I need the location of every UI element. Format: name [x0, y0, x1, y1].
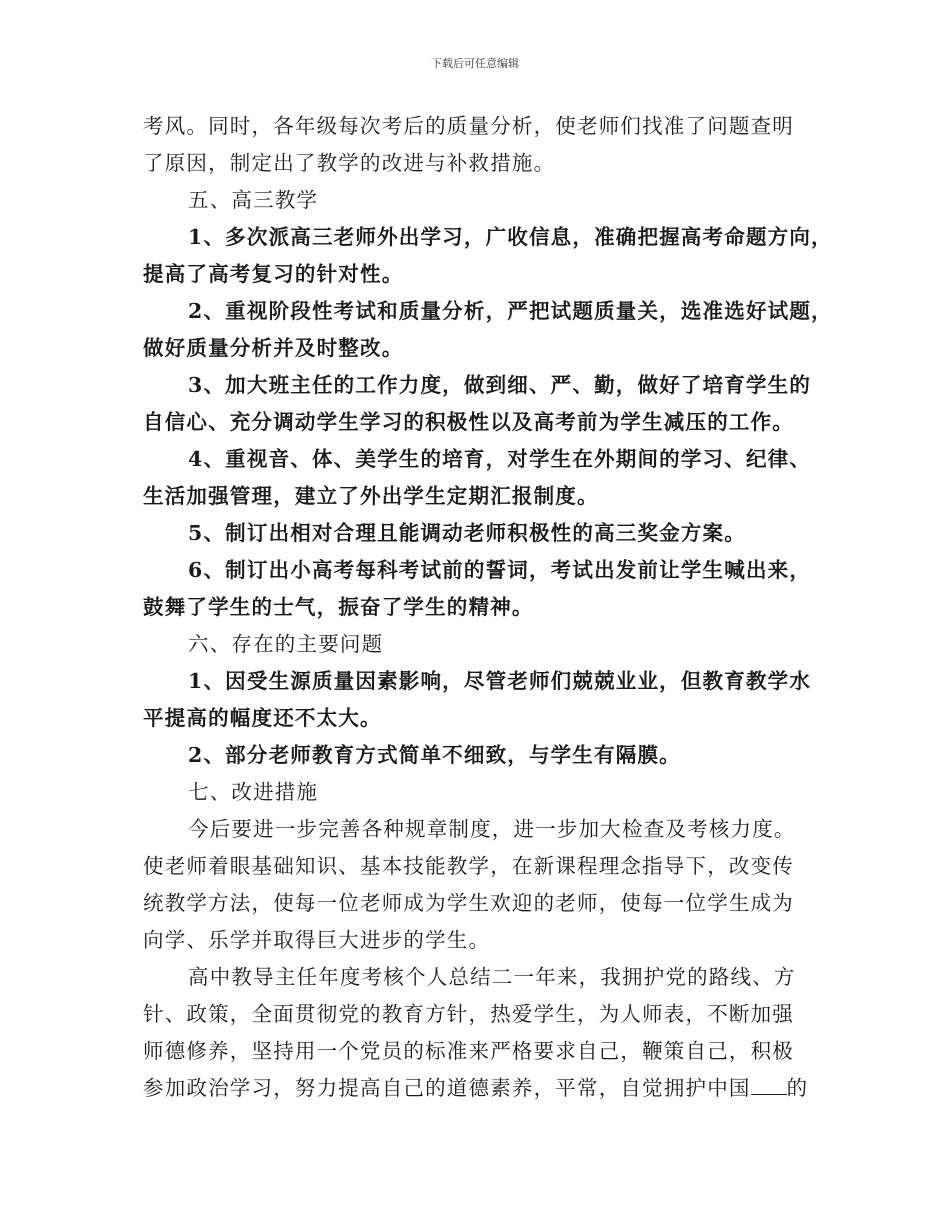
text-line: 4、重视音、体、美学生的培育，对学生在外期间的学习、纪律、	[188, 447, 812, 471]
document-body	[143, 108, 833, 1107]
text-line: 考风。同时，各年级每次考后的质量分析，使老师们找准了问题查明	[143, 114, 794, 138]
text-line	[143, 1070, 808, 1107]
fill-blank	[751, 1074, 787, 1095]
section-heading: 六、存在的主要问题	[188, 632, 384, 656]
text-line: 1、多次派高三老师外出学习，广收信息，准确把握高考命题方向，	[188, 225, 833, 249]
text-line: 3、加大班主任的工作力度，做到细、严、勤，做好了培育学生的	[188, 373, 812, 397]
text-line: 了原因，制定出了教学的改进与补救措施。	[143, 151, 556, 175]
text-line: 做好质量分析并及时整改。	[143, 336, 404, 360]
text-line: 统教学方法，使每一位老师成为学生欢迎的老师，使每一位学生成为	[143, 891, 794, 915]
text-line: 今后要进一步完善各种规章制度，进一步加大检查及考核力度。	[188, 817, 796, 841]
text-line: 鼓舞了学生的士气，振奋了学生的精神。	[143, 595, 534, 619]
text-line: 2、部分老师教育方式简单不细致，与学生有隔膜。	[188, 743, 681, 767]
text-line: 自信心、充分调动学生学习的积极性以及高考前为学生减压的工作。	[143, 410, 794, 434]
text-line: 平提高的幅度还不太大。	[143, 706, 382, 730]
section-heading: 七、改进措施	[188, 780, 319, 804]
text-line: 5、制订出相对合理且能调动老师积极性的高三奖金方案。	[188, 521, 746, 545]
page-header: 下载后可任意编辑	[431, 57, 519, 70]
text-line: 高中教导主任年度考核个人总结二一年来，我拥护党的路线、方	[188, 965, 796, 989]
text-line: 生活加强管理，建立了外出学生定期汇报制度。	[143, 484, 599, 508]
text-segment: 的	[786, 1076, 809, 1100]
text-segment: 参加政治学习，努力提高自己的道德素养，平常，自觉拥护中国	[143, 1076, 751, 1100]
section-heading: 五、高三教学	[188, 188, 319, 212]
text-line: 1、因受生源质量因素影响，尽管老师们兢兢业业，但教育教学水	[188, 669, 812, 693]
text-line: 针、政策，全面贯彻党的教育方针，热爱学生，为人师表，不断加强	[143, 1002, 794, 1026]
text-line: 使老师着眼基础知识、基本技能教学，在新课程理念指导下，改变传	[143, 854, 794, 878]
text-line: 2、重视阶段性考试和质量分析，严把试题质量关，选准选好试题，	[188, 299, 833, 323]
text-line: 师德修养，坚持用一个党员的标准来严格要求自己，鞭策自己，积极	[143, 1039, 794, 1063]
text-line: 6、制订出小高考每科考试前的誓词，考试出发前让学生喊出来，	[188, 558, 812, 582]
text-line: 向学、乐学并取得巨大进步的学生。	[143, 928, 491, 952]
text-line: 提高了高考复习的针对性。	[143, 262, 404, 286]
